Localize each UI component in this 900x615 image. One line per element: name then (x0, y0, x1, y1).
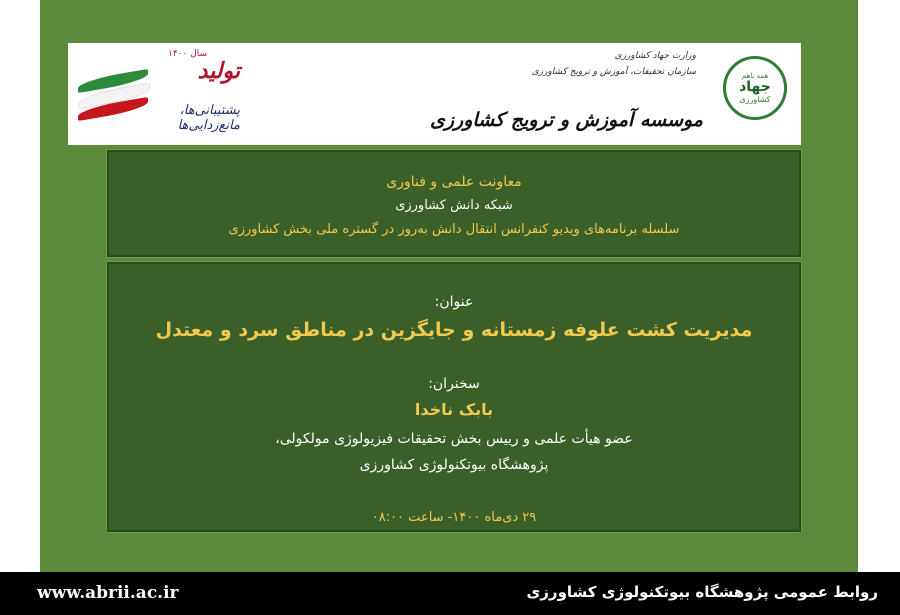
slogan-year: سال ۱۴۰۰ (168, 49, 208, 59)
event-title: مدیریت کشت علوفه زمستانه و جایگزین در مناطق سرد و معتدل (155, 319, 753, 341)
speaker-role-2: پژوهشگاه بیوتکنولوژی کشاورزی (359, 457, 549, 473)
slogan-title: تولید (197, 58, 240, 84)
intro-panel (107, 150, 801, 257)
deputy-title: معاونت علمی و فناوری (386, 174, 522, 190)
network-name: شبکه دانش کشاورزی (395, 198, 513, 213)
event-panel (107, 262, 801, 532)
speaker-label: سخنران: (428, 376, 480, 392)
logo-top-text: همه باهم (741, 72, 769, 80)
header-banner (68, 43, 801, 145)
logo-sub-text: کشاورزی (739, 95, 771, 104)
slogan-subtitle: پشتیبانی‌ها، مانع‌زدایی‌ها (177, 103, 240, 133)
ministry-line-2: سازمان تحقیقات، آموزش و ترویج کشاورزی (531, 67, 696, 77)
institute-name: موسسه آموزش و ترویج کشاورزی (429, 109, 703, 131)
website-link[interactable]: www.abrii.ac.ir (37, 583, 179, 603)
jahad-logo-icon (723, 56, 787, 120)
footer-bar (0, 572, 900, 615)
speaker-name: بابک ناخدا (414, 400, 494, 419)
ministry-line-1: وزارت جهاد کشاورزی (614, 51, 696, 61)
event-datetime: ۲۹ دی‌ماه ۱۴۰۰- ساعت ۰۸:۰۰ (371, 510, 537, 525)
series-description: سلسله برنامه‌های ویدیو کنفرانس انتقال دانش به‌روز در گستره ملی بخش کشاورزی (228, 222, 680, 237)
title-label: عنوان: (434, 294, 474, 310)
logo-main-text: جهاد (739, 79, 771, 95)
footer-department: روابط عمومی پژوهشگاه بیوتکنولوژی کشاورزی (526, 583, 878, 601)
ministry-text (436, 48, 696, 80)
speaker-role-1: عضو هیأت علمی و رییس بخش تحقیقات فیزیولوژی مولکولی، (275, 431, 633, 447)
